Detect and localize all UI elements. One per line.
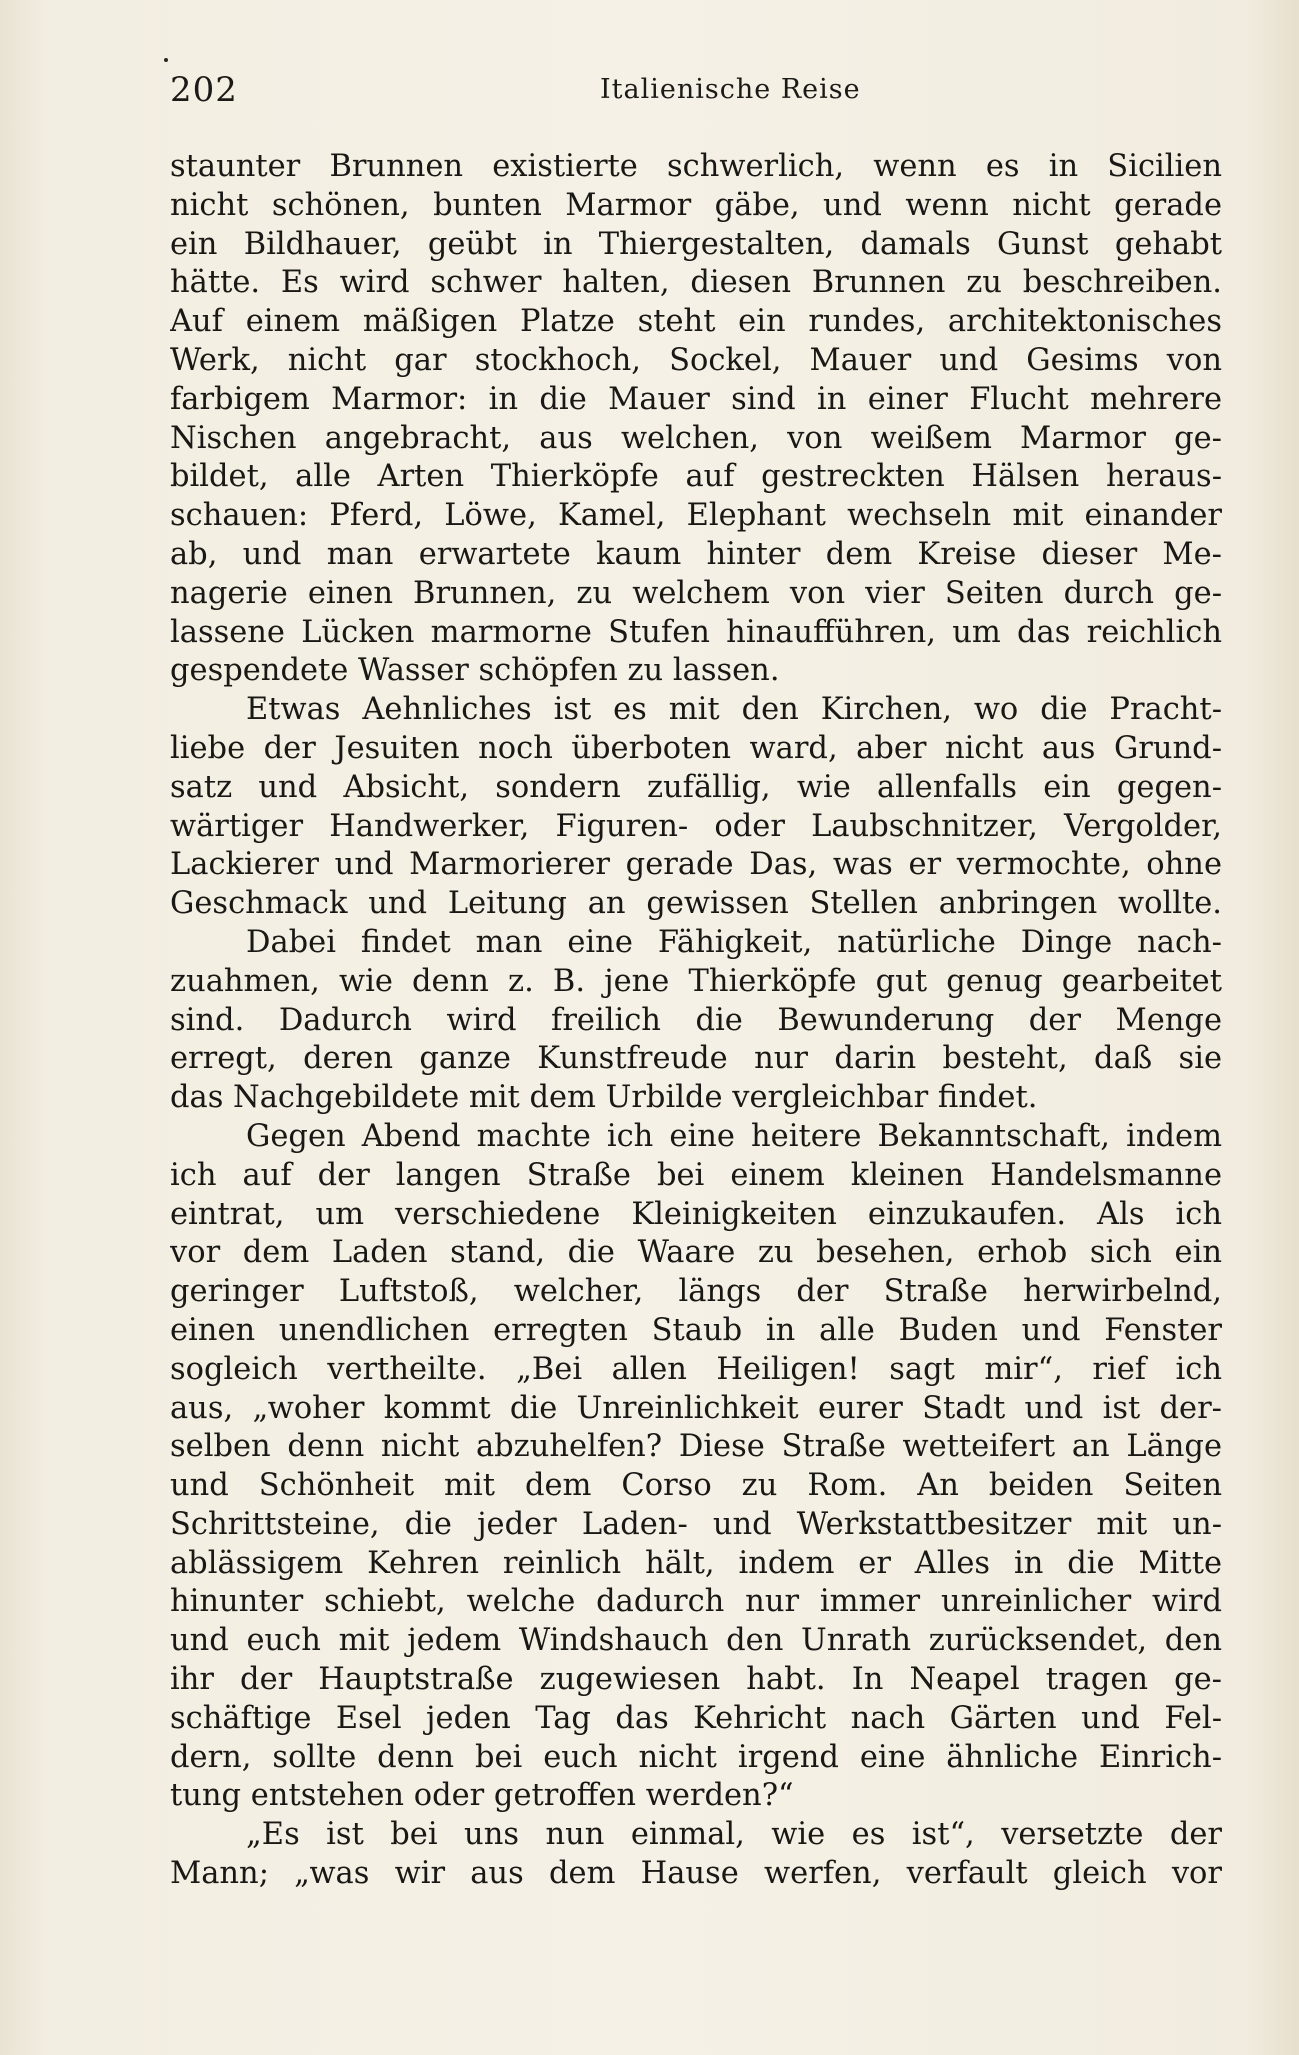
text-line: liebe der Jesuiten noch überboten ward, aber nicht aus Grund-	[170, 730, 1222, 766]
text-line: schäftige Esel jeden Tag das Kehricht nach Gärten und Fel-	[170, 1700, 1222, 1736]
text-line: schauen: Pferd, Löwe, Kamel, Elephant wechseln mit einander	[170, 498, 1222, 534]
text-line: satz und Absicht, sondern zufällig, wie allenfalls ein gegen-	[170, 769, 1222, 805]
text-line: nicht schönen, bunten Marmor gäbe, und wenn nicht gerade	[170, 187, 1222, 223]
text-line: vor dem Laden stand, die Waare zu besehen, erhob sich ein	[170, 1235, 1222, 1271]
text-line: farbigem Marmor: in die Mauer sind in einer Flucht mehrere	[170, 381, 1222, 417]
text-line: und euch mit jedem Windshauch den Unrath zurücksendet, den	[170, 1623, 1222, 1659]
page-header	[170, 70, 1230, 130]
text-line: hinunter schiebt, welche dadurch nur immer unreinlicher wird	[170, 1584, 1222, 1620]
text-line: ein Bildhauer, geübt in Thiergestalten, damals Gunst gehabt	[170, 226, 1222, 262]
text-line: nagerie einen Brunnen, zu welchem von vier Seiten durch ge-	[170, 575, 1222, 611]
text-line: Gegen Abend machte ich eine heitere Bekanntschaft, indem	[246, 1118, 1222, 1154]
text-line: hätte. Es wird schwer halten, diesen Brunnen zu beschreiben.	[170, 265, 1222, 301]
text-line: Mann; „was wir aus dem Hause werfen, verfault gleich vor	[170, 1856, 1222, 1892]
text-line: das Nachgebildete mit dem Urbilde vergleichbar findet.	[170, 1080, 1038, 1116]
running-head: Italienische Reise	[600, 74, 861, 105]
text-line: wärtiger Handwerker, Figuren- oder Laubschnitzer, Vergolder,	[170, 808, 1222, 844]
text-line: staunter Brunnen existierte schwerlich, wenn es in Sicilien	[170, 149, 1222, 184]
text-line: und Schönheit mit dem Corso zu Rom. An beiden Seiten	[170, 1468, 1222, 1504]
text-line: gespendete Wasser schöpfen zu lassen.	[170, 653, 780, 689]
text-line: dern, sollte denn bei euch nicht irgend eine ähnliche Einrich-	[170, 1739, 1222, 1775]
text-line: geringer Luftstoß, welcher, längs der Straße herwirbelnd,	[170, 1274, 1222, 1310]
text-line: Geschmack und Leitung an gewissen Stellen anbringen wollte.	[170, 886, 1222, 922]
text-line: zuahmen, wie denn z. B. jene Thierköpfe gut genug gearbeitet	[170, 963, 1222, 999]
text-line: selben denn nicht abzuhelfen? Diese Straße wetteifert an Länge	[170, 1429, 1222, 1465]
text-line: lassene Lücken marmorne Stufen hinaufführen, um das reichlich	[170, 614, 1222, 650]
text-line: sind. Dadurch wird freilich die Bewunderung der Menge	[170, 1002, 1222, 1038]
text-line: ihr der Hauptstraße zugewiesen habt. In Neapel tragen ge-	[170, 1662, 1222, 1698]
text-line: aus, „woher kommt die Unreinlichkeit eurer Stadt und ist der-	[170, 1390, 1222, 1426]
text-line: sogleich vertheilte. „Bei allen Heiligen! sagt mir“, rief ich	[170, 1351, 1222, 1387]
page-number: 202	[170, 70, 238, 110]
text-line: tung entstehen oder getroffen werden?“	[170, 1778, 794, 1814]
text-line: Nischen angebracht, aus welchen, von weißem Marmor ge-	[170, 420, 1222, 456]
text-line: Werk, nicht gar stockhoch, Sockel, Mauer und Gesims von	[170, 342, 1222, 378]
text-line: ablässigem Kehren reinlich hält, indem er Alles in die Mitte	[170, 1545, 1222, 1581]
body-text	[170, 148, 1222, 1894]
text-line: Dabei findet man eine Fähigkeit, natürliche Dinge nach-	[246, 924, 1222, 960]
text-line: „Es ist bei uns nun einmal, wie es ist“, versetzte der	[246, 1817, 1222, 1853]
text-line: erregt, deren ganze Kunstfreude nur darin besteht, daß sie	[170, 1041, 1222, 1077]
text-line: eintrat, um verschiedene Kleinigkeiten einzukaufen. Als ich	[170, 1196, 1222, 1232]
text-line: Lackierer und Marmorierer gerade Das, was er vermochte, ohne	[170, 847, 1222, 883]
text-line: ab, und man erwartete kaum hinter dem Kreise dieser Me-	[170, 536, 1222, 572]
text-line: Auf einem mäßigen Platze steht ein rundes, architektonisches	[170, 304, 1222, 340]
text-line: Etwas Aehnliches ist es mit den Kirchen, wo die Pracht-	[246, 692, 1222, 728]
text-line: ich auf der langen Straße bei einem kleinen Handelsmanne	[170, 1157, 1222, 1193]
text-line: einen unendlichen erregten Staub in alle Buden und Fenster	[170, 1312, 1222, 1348]
text-line: bildet, alle Arten Thierköpfe auf gestreckten Hälsen heraus-	[170, 459, 1222, 495]
text-line: Schrittsteine, die jeder Laden- und Werkstattbesitzer mit un-	[170, 1506, 1222, 1542]
ink-speck	[164, 58, 168, 62]
